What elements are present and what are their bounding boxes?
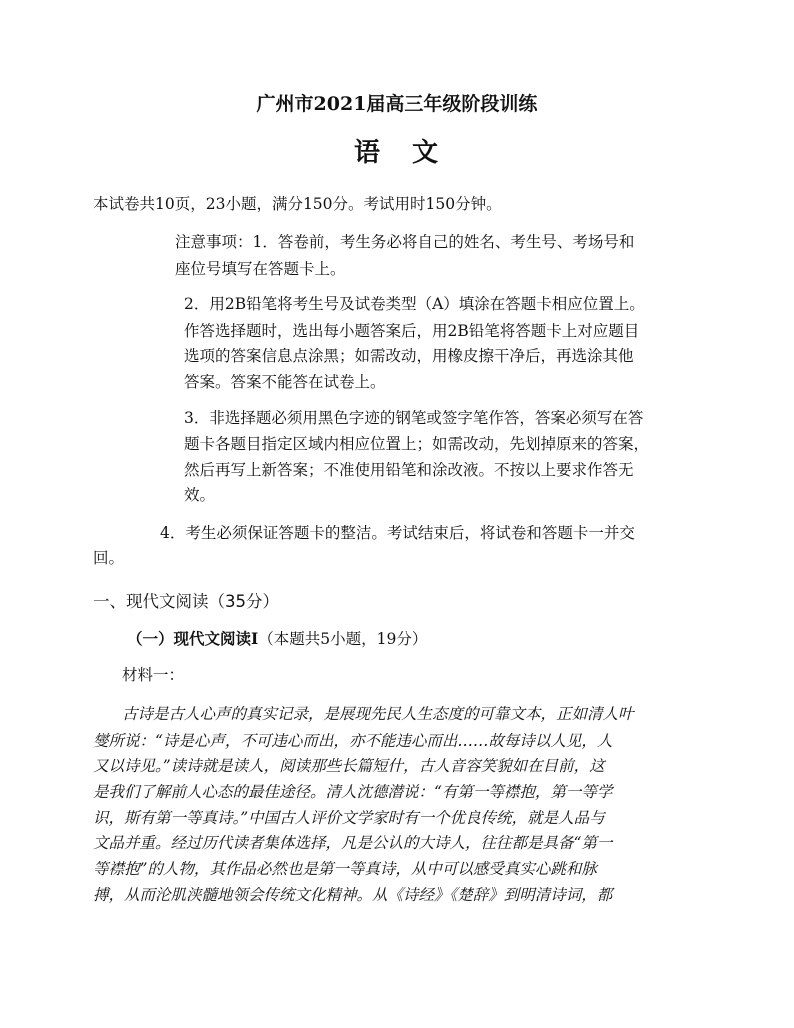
- subsection-note: （本题共5小题，19分）: [258, 630, 428, 648]
- note-2-line-1: 2．用2B铅笔将考生号及试卷类型（A）填涂在答题卡相应位置上。: [184, 295, 645, 313]
- note-3-line-3: 然后再写上新答案；不准使用铅笔和涂改液。不按以上要求作答无: [184, 461, 634, 479]
- note-3-line-1: 3．非选择题必须用黑色字迹的钢笔或签字笔作答，答案必须写在答: [184, 409, 644, 427]
- note-3-line-4: 效。: [184, 486, 216, 504]
- passage-line: 燮所说：“诗是心声，不可违心而出，亦不能违心而出……故每诗以人见，人: [93, 732, 613, 750]
- passage-line: 古诗是古人心声的真实记录，是展现先民人生态度的可靠文本，正如清人叶: [122, 705, 634, 723]
- subsection-title: （一）现代文阅读Ⅰ: [127, 629, 259, 648]
- note-4-line-1: 4．考生必须保证答题卡的整洁。考试结束后，将试卷和答题卡一并交: [160, 524, 635, 542]
- note-2-line-4: 答案。答案不能答在试卷上。: [184, 373, 386, 391]
- note-1-line-2: 座位号填写在答题卡上。: [175, 260, 346, 278]
- passage-line: 文品并重。经过历代读者集体选择，凡是公认的大诗人，往往都是具备“第一: [93, 834, 613, 852]
- section-heading: 一、现代文阅读（35分）: [93, 592, 279, 611]
- subject-title: [0, 138, 794, 168]
- passage-line: 又以诗见。”读诗就是读人，阅读那些长篇短什，古人音容笑貌如在目前，这: [93, 757, 605, 775]
- passage-line: 搏，从而沦肌浃髓地领会传统文化精神。从《诗经》《楚辞》到明清诗词，都: [93, 886, 613, 904]
- passage-line: 是我们了解前人心态的最佳途径。清人沈德潜说：“有第一等襟抱，第一等学: [93, 783, 613, 801]
- subsection-heading: [127, 628, 427, 650]
- exam-intro: 本试卷共10页，23小题，满分150分。考试用时150分钟。: [93, 195, 502, 213]
- subject-char-2: 文: [412, 138, 441, 168]
- exam-title: 广州市2021届高三年级阶段训练: [256, 93, 538, 115]
- passage-line: 识，斯有第一等真诗。”中国古人评价文学家时有一个优良传统，就是人品与: [93, 809, 605, 827]
- subject-char-1: 语: [353, 138, 382, 168]
- note-3-line-2: 题卡各题目指定区域内相应位置上；如需改动，先划掉原来的答案，: [184, 435, 650, 453]
- note-4-line-2: 回。: [93, 549, 125, 567]
- passage-line: 等襟抱”的人物，其作品必然也是第一等真诗，从中可以感受真实心跳和脉: [93, 860, 597, 878]
- note-2-line-2: 作答选择题时，选出每小题答案后，用2B铅笔将答题卡上对应题目: [184, 322, 640, 340]
- material-label: 材料一：: [122, 666, 185, 684]
- note-2-line-3: 选项的答案信息点涂黑；如需改动，用橡皮擦干净后，再选涂其他: [184, 347, 634, 365]
- note-1-line-1: 注意事项：1．答卷前，考生务必将自己的姓名、考生号、考场号和: [175, 233, 635, 251]
